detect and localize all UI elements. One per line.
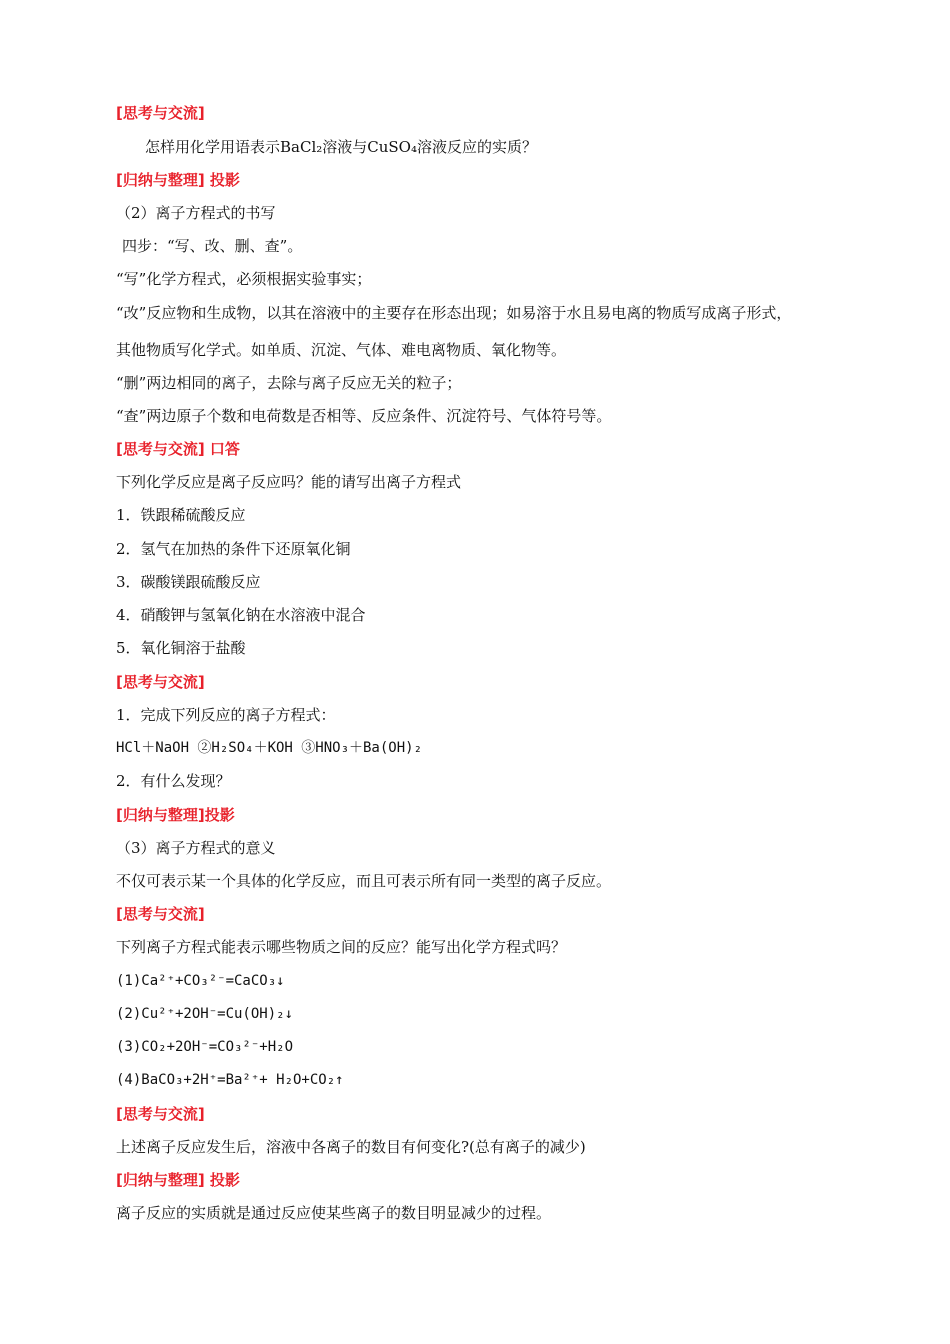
list-item: 1．铁跟稀硫酸反应 <box>116 506 246 524</box>
paragraph: 四步：“写、改、删、查”。 <box>122 237 303 255</box>
section-heading: [思考与交流] <box>116 1105 205 1123</box>
section-heading: [思考与交流] 口答 <box>116 440 240 458</box>
paragraph: 下列化学反应是离子反应吗？能的请写出离子方程式 <box>116 473 462 491</box>
paragraph: 不仅可表示某一个具体的化学反应，而且可表示所有同一类型的离子反应。 <box>116 872 612 890</box>
paragraph: 其他物质写化学式。如单质、沉淀、气体、难电离物质、氧化物等。 <box>116 341 567 359</box>
paragraph: “查”两边原子个数和电荷数是否相等、反应条件、沉淀符号、气体符号等。 <box>116 407 612 425</box>
section-heading: [思考与交流] <box>116 673 205 691</box>
formula-line: (4)BaCO₃+2H⁺=Ba²⁺+ H₂O+CO₂↑ <box>116 1072 344 1088</box>
question-text: 怎样用化学用语表示BaCl₂溶液与CuSO₄溶液反应的实质？ <box>145 138 537 156</box>
section-heading: [归纳与整理] 投影 <box>116 1171 240 1189</box>
section-heading: [归纳与整理] 投影 <box>116 171 240 189</box>
section-heading: [思考与交流] <box>116 905 205 923</box>
section-heading: [思考与交流] <box>116 104 205 122</box>
list-item: 4．硝酸钾与氢氧化钠在水溶液中混合 <box>116 606 366 624</box>
subsection-title: （2）离子方程式的书写 <box>116 204 276 222</box>
paragraph: 下列离子方程式能表示哪些物质之间的反应？能写出化学方程式吗？ <box>116 938 567 956</box>
paragraph: 离子反应的实质就是通过反应使某些离子的数目明显减少的过程。 <box>116 1204 552 1222</box>
paragraph: “写”化学方程式，必须根据实验事实； <box>116 270 372 288</box>
formula-line: (3)CO₂+2OH⁻=CO₃²⁻+H₂O <box>116 1039 294 1055</box>
paragraph: “删”两边相同的离子，去除与离子反应无关的粒子； <box>116 374 462 392</box>
section-heading: [归纳与整理]投影 <box>116 806 235 824</box>
subsection-title: （3）离子方程式的意义 <box>116 839 276 857</box>
list-item: 1．完成下列反应的离子方程式： <box>116 706 336 724</box>
list-item: 2．有什么发现？ <box>116 772 231 790</box>
list-item: 2．氢气在加热的条件下还原氧化铜 <box>116 540 351 558</box>
formula-line: (2)Cu²⁺+2OH⁻=Cu(OH)₂↓ <box>116 1006 294 1022</box>
formula-line: (1)Ca²⁺+CO₃²⁻=CaCO₃↓ <box>116 973 285 989</box>
formula-line: HCl＋NaOH ②H₂SO₄＋KOH ③HNO₃＋Ba(OH)₂ <box>116 740 423 756</box>
list-item: 3．碳酸镁跟硫酸反应 <box>116 573 261 591</box>
paragraph: 上述离子反应发生后，溶液中各离子的数目有何变化?(总有离子的减少) <box>116 1138 586 1156</box>
list-item: 5．氧化铜溶于盐酸 <box>116 639 246 657</box>
paragraph: “改”反应物和生成物，以其在溶液中的主要存在形态出现；如易溶于水且易电离的物质写成离子形式， <box>116 304 792 322</box>
